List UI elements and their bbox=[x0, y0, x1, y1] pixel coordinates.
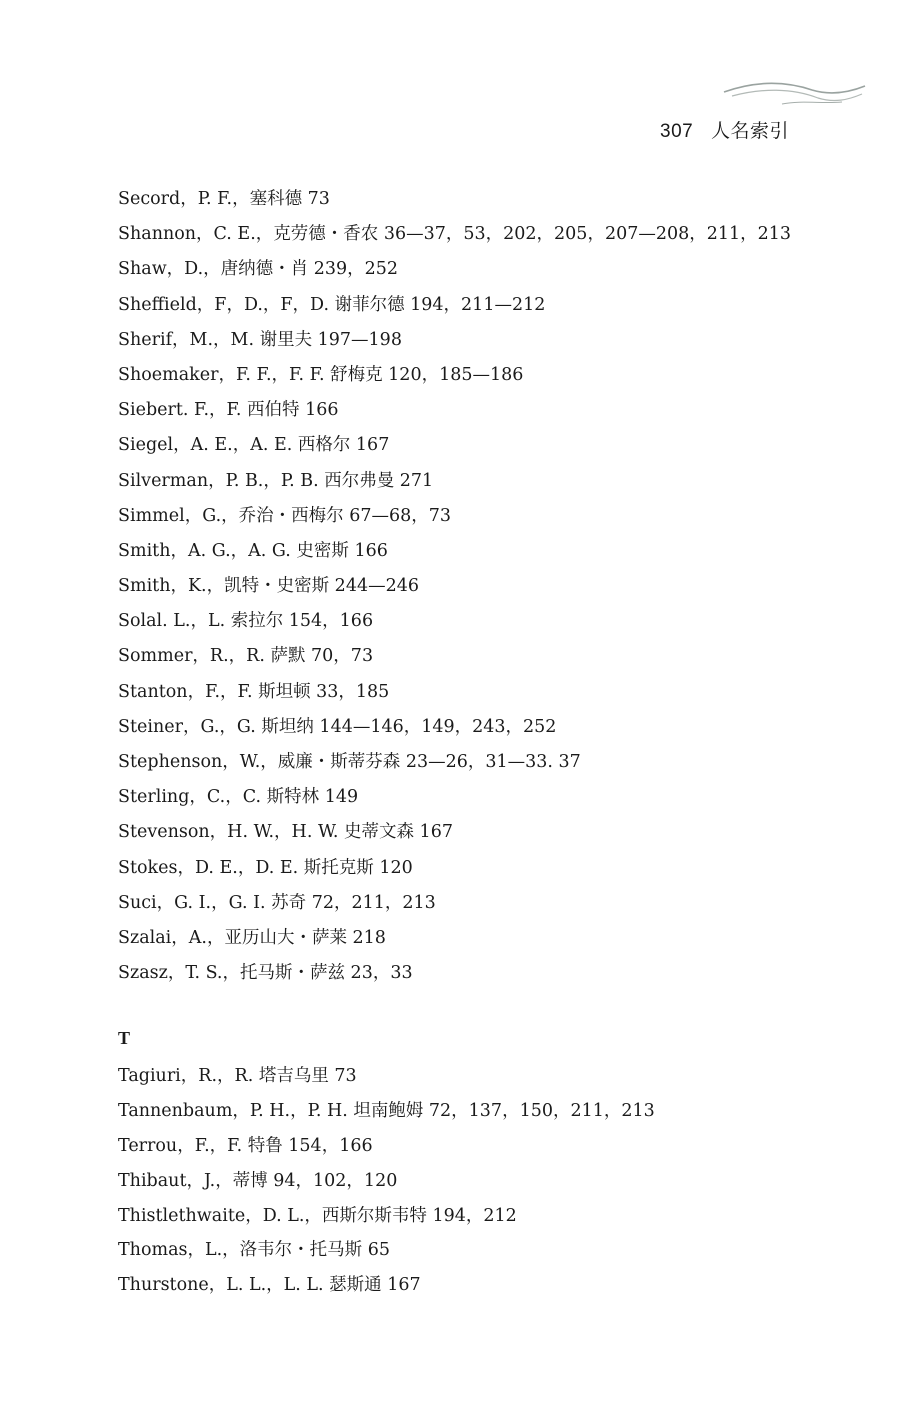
index-entry: Silverman，P. B.，P. B. 西尔弗曼 271 bbox=[118, 470, 434, 491]
section-letter-heading: T bbox=[118, 1028, 131, 1048]
index-entry: Thomas，L.，洛韦尔・托马斯 65 bbox=[118, 1240, 391, 1261]
index-entry: Sheffield，F，D.，F，D. 谢菲尔德 194，211—212 bbox=[118, 294, 546, 315]
index-entry: Simmel，G.，乔治・西梅尔 67—68，73 bbox=[118, 505, 452, 526]
index-entry: Tannenbaum，P. H.，P. H. 坦南鲍姆 72，137，150，211，213 bbox=[118, 1100, 655, 1121]
index-entry: Szasz，T. S.，托马斯・萨兹 23，33 bbox=[118, 963, 413, 984]
index-entry: Sommer，R.，R. 萨默 70，73 bbox=[118, 646, 374, 667]
index-entry: Siebert. F.，F. 西伯特 166 bbox=[118, 400, 339, 421]
index-entry: Smith，A. G.，A. G. 史密斯 166 bbox=[118, 540, 388, 561]
index-list-t bbox=[118, 1059, 858, 1303]
index-entry: Thistlethwaite，D. L.，西斯尔斯韦特 194，212 bbox=[118, 1205, 517, 1226]
index-list-s bbox=[118, 182, 858, 991]
index-entry: Terrou，F.，F. 特鲁 154，166 bbox=[118, 1135, 373, 1156]
index-entry: Steiner，G.，G. 斯坦纳 144—146，149，243，252 bbox=[118, 716, 557, 737]
page-number: 307 bbox=[660, 121, 694, 142]
index-entry: Shannon，C. E.，克劳德・香农 36—37，53，202，205，207—208，211，213 bbox=[118, 224, 792, 245]
index-entry: Suci，G. I.，G. I. 苏奇 72，211，213 bbox=[118, 892, 436, 913]
index-entry: Stanton，F.，F. 斯坦顿 33，185 bbox=[118, 681, 390, 702]
index-entry: Thibaut，J.，蒂博 94，102，120 bbox=[118, 1170, 398, 1191]
index-entry: Solal. L.，L. 索拉尔 154，166 bbox=[118, 611, 374, 632]
index-entry: Thurstone，L. L.，L. L. 瑟斯通 167 bbox=[118, 1275, 421, 1296]
running-header bbox=[660, 116, 789, 143]
index-entry: Shoemaker，F. F.，F. F. 舒梅克 120，185—186 bbox=[118, 364, 524, 385]
index-entry: Sterling，C.，C. 斯特林 149 bbox=[118, 787, 359, 808]
decorative-swoosh-icon bbox=[722, 78, 867, 112]
index-entry: Szalai，A.，亚历山大・萨莱 218 bbox=[118, 927, 386, 948]
index-entry: Shaw，D.，唐纳德・肖 239，252 bbox=[118, 259, 399, 280]
index-entry: Stephenson，W.，威廉・斯蒂芬森 23—26，31—33. 37 bbox=[118, 752, 581, 772]
index-entry: Smith，K.，凯特・史密斯 244—246 bbox=[118, 576, 419, 597]
index-entry: Secord，P. F.，塞科德 73 bbox=[118, 189, 330, 209]
index-entry: Stevenson，H. W.，H. W. 史蒂文森 167 bbox=[118, 822, 453, 843]
index-entry: Tagiuri，R.，R. 塔吉乌里 73 bbox=[118, 1066, 357, 1086]
index-entry: Siegel，A. E.，A. E. 西格尔 167 bbox=[118, 435, 390, 456]
section-title: 人名索引 bbox=[710, 121, 789, 142]
index-entry: Sherif，M.，M. 谢里夫 197—198 bbox=[118, 329, 402, 350]
index-entry: Stokes，D. E.，D. E. 斯托克斯 120 bbox=[118, 857, 413, 878]
